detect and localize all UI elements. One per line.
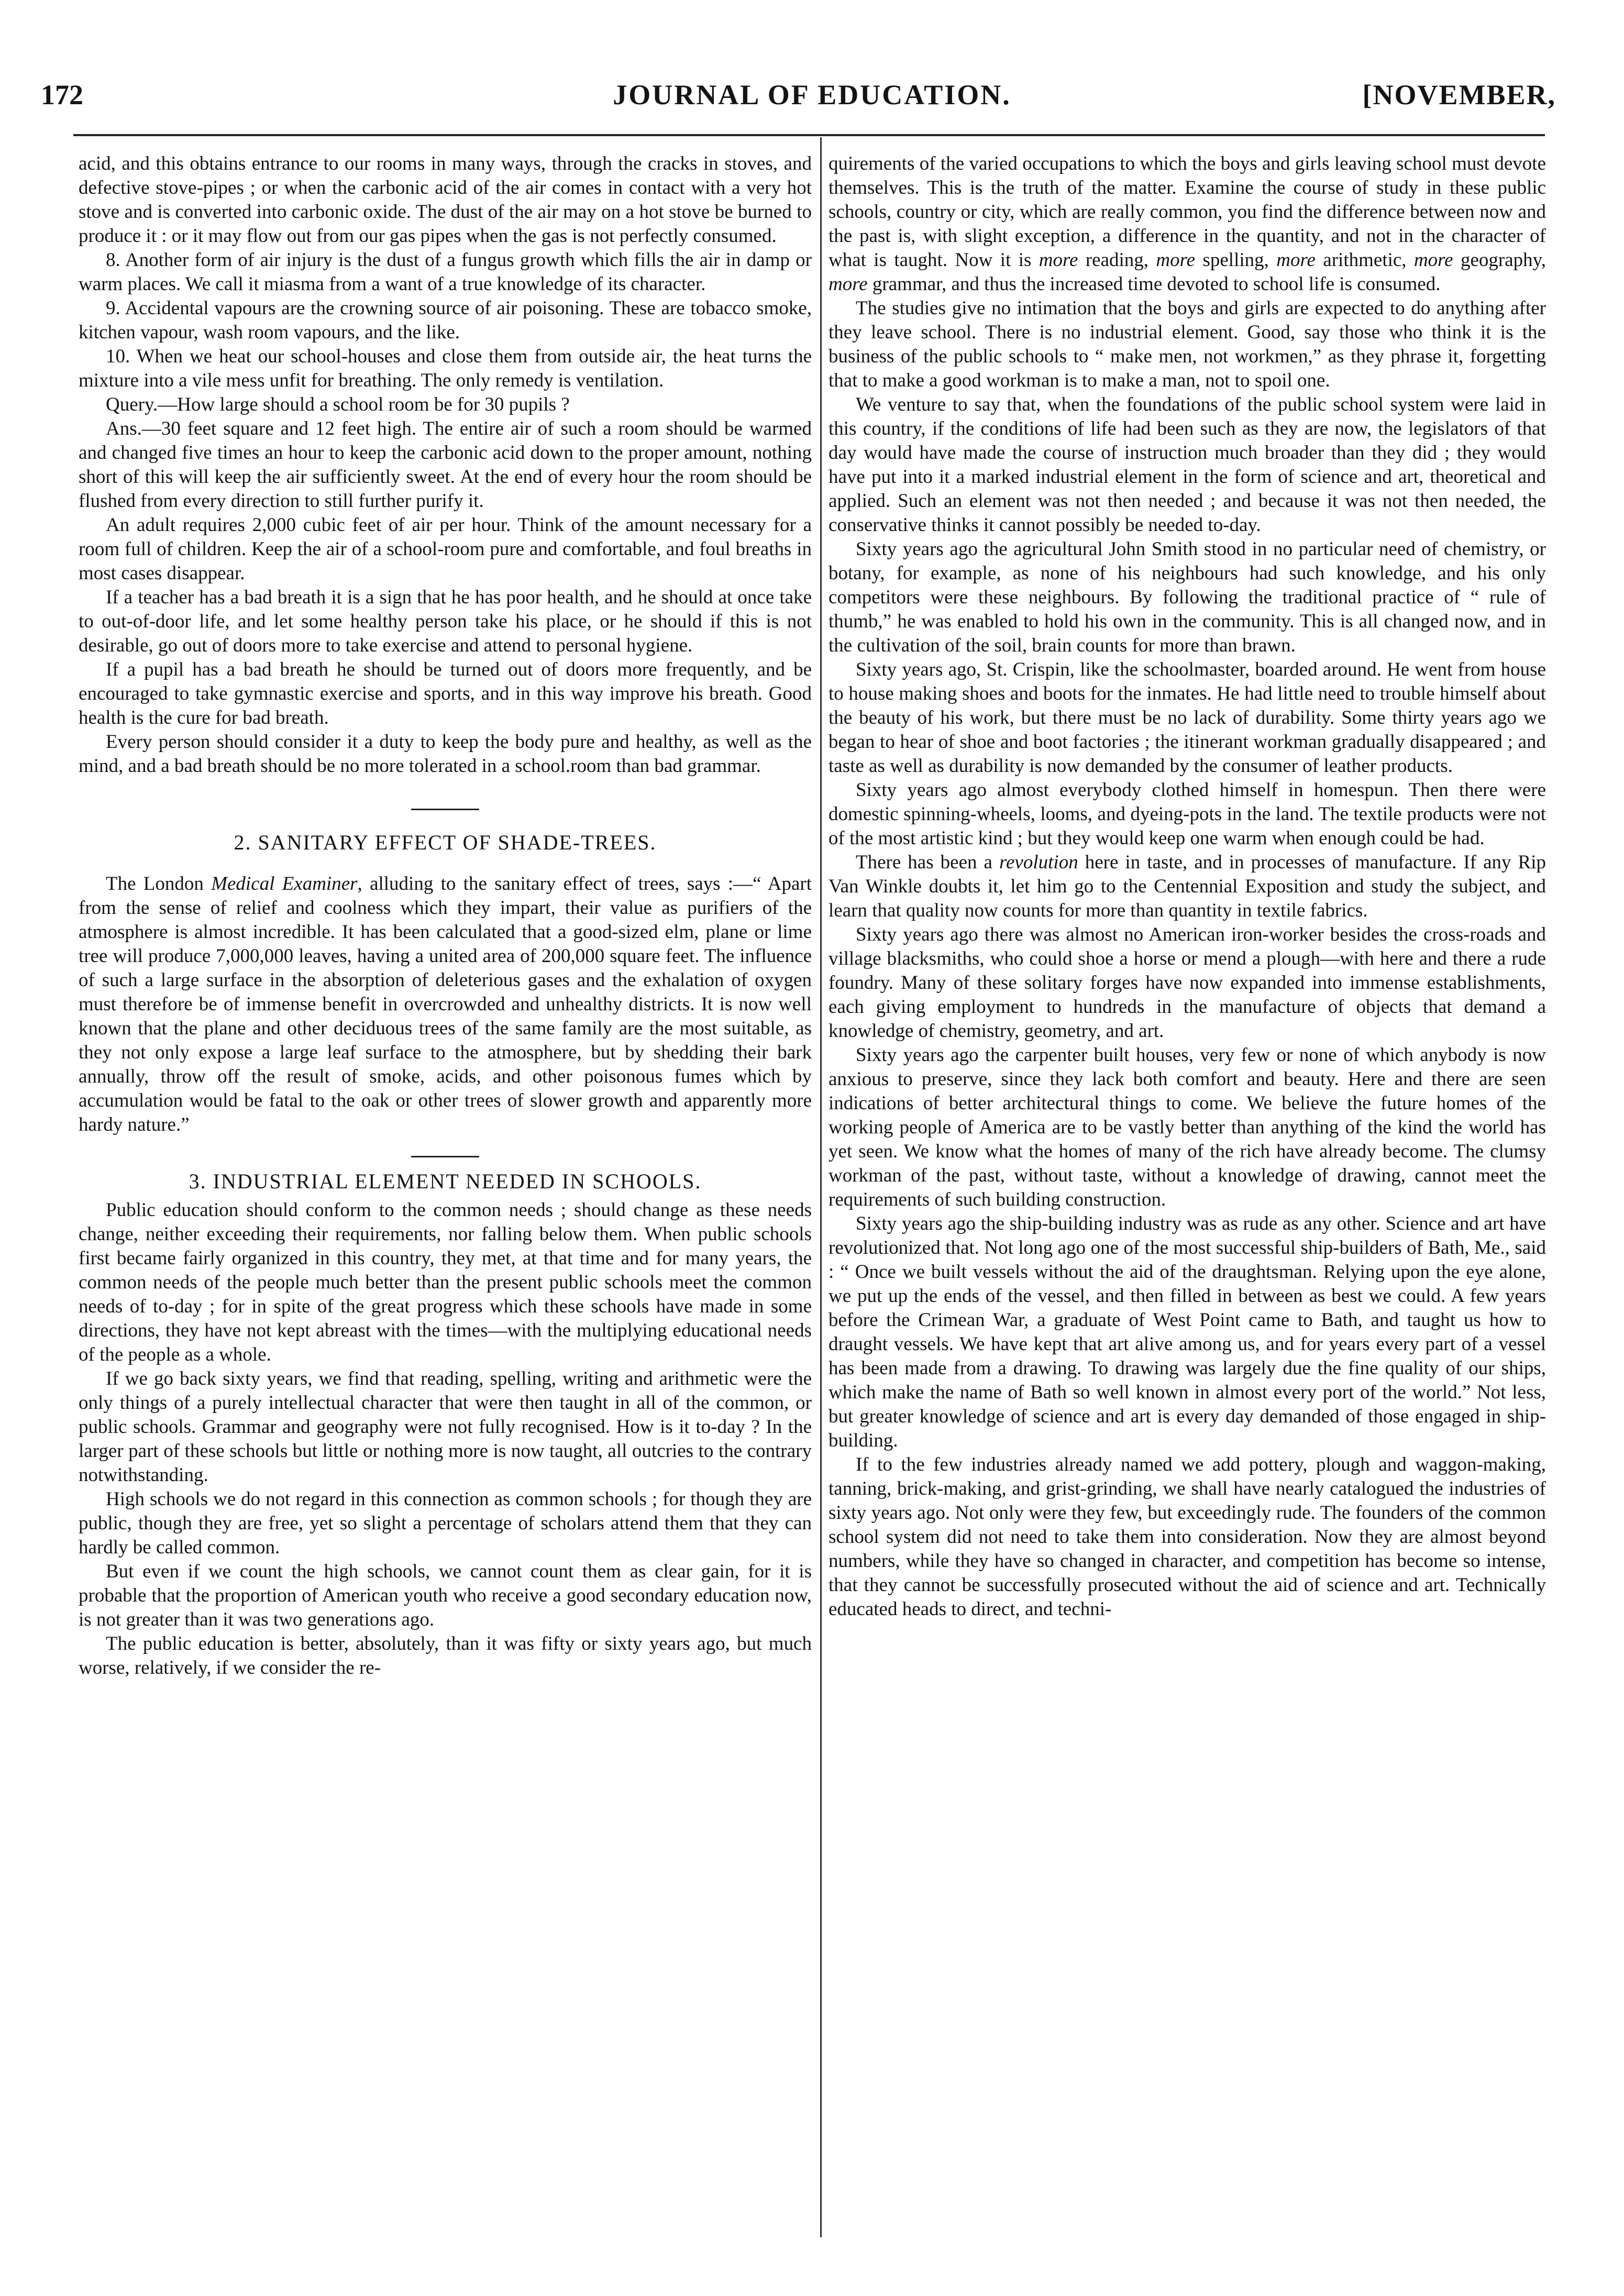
italic-word: revolution	[999, 852, 1078, 873]
italic-title: Medical Examiner	[211, 873, 358, 895]
text-run: quirements of the varied occupations to which the boys and girls leaving school must devote themselves. This is the truth of the matter. Examine the course of study in these public schools, country or city, which are really common, you find the difference between now and the past is, with slight exception, a difference in the quantity, and not in the character of what is taught. Now it is	[828, 153, 1546, 271]
paragraph: If a teacher has a bad breath it is a sign that he has poor health, and he should at once take to out-of-door life, and let some healthy person take his place, or he should if this is not desirable, go out of doors more to take exercise and attend to personal hygiene.	[79, 587, 812, 656]
paragraph: The public education is better, absolutely, than it was fifty or sixty years ago, but much worse, relatively, if we consider the re-	[79, 1633, 812, 1679]
paragraph: If we go back sixty years, we find that reading, spelling, writing and arithmetic were the only things of a purely intellectual character that were then taught in all of the common, or public schools. Grammar and geography were not fully recognised. How is it to-day ? In the larger part of these schools but little or nothing more is now taught, all outcries to the contrary notwithstanding.	[79, 1368, 812, 1486]
paragraph: Query.—How large should a school room be for 30 pupils ?	[106, 394, 570, 415]
issue-month: [NOVEMBER,	[1362, 79, 1556, 111]
page-number: 172	[41, 79, 83, 111]
running-header	[0, 79, 1624, 120]
paragraph	[828, 152, 1546, 296]
italic-word: more	[1413, 249, 1453, 271]
paragraph: We venture to say that, when the foundations of the public school system were laid in this country, if the conditions of life had been such as they are now, the legislators of that day would have made the course of instruction much broader than they did ; they would have put into it a marked industrial element in the form of science and art, theoretical and applied. Such an element was not then needed ; and because it was not then needed, the conservative thinks it cannot possibly be needed to-day.	[828, 394, 1546, 536]
text-run: spelling,	[1195, 249, 1277, 271]
paragraph: Sixty years ago the ship-building industry was as rude as any other. Science and art have revolutionized that. Not long ago one of the most successful ship-builders of Bath, Me., said : “ Once we built vessels without the aid of the draughtsman. Relying upon the eye alone, we put up the ends of the vessel, and then filled in between as best we could. A few years before the Crimean War, a graduate of West Point came to Bath, and taught us how to draught vessels. We have kept that art alive among us, and for years every part of a vessel has been made from a drawing. To drawing was largely due the fine quality of our ships, which make the name of Bath so well known in almost every port of the world.” Not less, but greater knowledge of science and art is every day demanded of those engaged in ship-building.	[828, 1213, 1546, 1451]
text-run: here in taste, and in processes of manufacture. If any Rip Van Winkle doubts it, let him go to the Centennial Exposition and study the subject, and learn that quality now counts for more than quantity in textile fabrics.	[828, 852, 1546, 921]
paragraph: Every person should consider it a duty to keep the body pure and healthy, as well as the mind, and a bad breath should be no more tolerated in a school.room than bad grammar.	[79, 731, 812, 777]
text-run: reading,	[1078, 249, 1156, 271]
paragraph: An adult requires 2,000 cubic feet of air per hour. Think of the amount necessary for a room full of children. Keep the air of a school-room pure and comfortable, and foul breaths in most cases disappear.	[79, 514, 812, 584]
left-column	[79, 152, 812, 1680]
journal-title: JOURNAL OF EDUCATION.	[613, 79, 1011, 111]
section-heading: 2. SANITARY EFFECT OF SHADE-TREES.	[234, 831, 657, 854]
paragraph: 8. Another form of air injury is the dust of a fungus growth which fills the air in damp or warm places. We call it miasma from a want of a true knowledge of its character.	[79, 249, 812, 295]
text-run: grammar, and thus the increased time devoted to school life is consumed.	[867, 273, 1441, 295]
paragraph: Sixty years ago almost everybody clothed himself in homespun. Then there were domestic spinning-wheels, looms, and dyeing-pots in the land. The textile products were not of the most artistic kind ; but they would keep one warm when enough could be had.	[828, 779, 1546, 849]
text-run: arithmetic,	[1315, 249, 1414, 271]
paragraph: 10. When we heat our school-houses and close them from outside air, the heat turns the mixture into a vile mess unfit for breathing. The only remedy is ventilation.	[79, 346, 812, 391]
text-run: , alluding to the sanitary effect of trees, says :—“ Apart from the sense of relief and coolness which they impart, their value as purifiers of the atmosphere is almost incredible. It has been calculated that a good-sized elm, plane or lime tree will produce 7,000,000 leaves, having a united area of 200,000 square feet. The influence of such a large surface in the absorption of deleterious gases and the exhalation of oxygen must therefore be of immense benefit in overcrowded and unhealthy districts. It is now well known that the plane and other deciduous trees of the same family are the most suitable, as they not only expose a large leaf surface to the atmosphere, but by shedding their bark annually, throw off the result of smoke, acids, and other poisonous fumes which by accumulation would be fatal to the oak or other trees of slower growth and apparently more hardy nature.”	[79, 873, 812, 1135]
paragraph	[828, 851, 1546, 923]
paragraph: acid, and this obtains entrance to our rooms in many ways, through the cracks in stoves, and defective stove-pipes ; or when the carbonic acid of the air comes in contact with a very hot stove and is converted into carbonic oxide. The dust of the air may on a hot stove be burned to produce it : or it may flow out from our gas pipes when the gas is not perfectly consumed.	[79, 153, 812, 247]
italic-word: more	[1276, 249, 1316, 271]
paragraph: The studies give no intimation that the boys and girls are expected to do anything after they leave school. There is no industrial element. Good, say those who think it is the business of the public schools to “ make men, not workmen,” as they phrase it, forgetting that to make a good workman is to make a man, not to spoil one.	[828, 297, 1546, 391]
paragraph: If to the few industries already named we add pottery, plough and waggon-making, tanning, brick-making, and grist-grinding, we shall have nearly catalogued the industries of sixty years ago. Not only were they few, but exceedingly rude. The founders of the common school system did not need to take them into consideration. Now they are almost beyond numbers, while they have so changed in character, and competition has become so intense, that they cannot be successfully prosecuted without the aid of science and art. Technically educated heads to direct, and techni-	[828, 1454, 1546, 1620]
right-column	[828, 152, 1546, 1621]
paragraph: But even if we count the high schools, we cannot count them as clear gain, for it is probable that the proportion of American youth who receive a good secondary education now, is not greater than it was two generations ago.	[79, 1561, 812, 1630]
paragraph: Public education should conform to the common needs ; should change as these needs change, neither exceeding their requirements, nor falling below them. When public schools first became fairly organized in this country, they met, at that time and for many years, the common needs of the people much better than the present public schools meet the common needs of to-day ; for in spite of the great progress which these schools have made in some directions, they have not kept abreast with the times—with the multiplying educational needs of the people as a whole.	[79, 1199, 812, 1365]
paragraph: Sixty years ago there was almost no American iron-worker besides the cross-roads and village blacksmiths, who could shoe a horse or mend a plough—with here and there a rude foundry. Many of these solitary forges have now expanded into immense establishments, each giving employment to hundreds in the manufacture of objects that demand a knowledge of chemistry, geometry, and art.	[828, 924, 1546, 1042]
column-divider	[820, 137, 822, 2237]
paragraph: Sixty years ago, St. Crispin, like the schoolmaster, boarded around. He went from house to house making shoes and boots for the inmates. He had little need to trouble himself about the beauty of his work, but there must be no lack of durability. Some thirty years ago we began to hear of shoe and boot factories ; the itinerant workman gradually disappeared ; and taste as well as durability is now demanded by the consumer of leather products.	[828, 659, 1546, 777]
text-run: There has been a	[856, 852, 992, 873]
paragraph: Ans.—30 feet square and 12 feet high. The entire air of such a room should be warmed and changed five times an hour to keep the carbonic acid down to the proper amount, nothing short of this will keep the air sufficiently sweet. At the end of every hour the room should be flushed from every direction to still further purify it.	[79, 418, 812, 512]
text-run: geography,	[1453, 249, 1546, 271]
italic-word: more	[828, 273, 868, 295]
section-heading: 3. INDUSTRIAL ELEMENT NEEDED IN SCHOOLS.	[189, 1169, 702, 1193]
header-rule	[73, 134, 1545, 136]
paragraph: Sixty years ago the agricultural John Smith stood in no particular need of chemistry, or botany, for example, as none of his neighbours had such knowledge, and his only competitors were these neighbours. By following the traditional practice of “ rule of thumb,” he was enabled to hold his own in the community. This is all changed now, and in the cultivation of the soil, brain counts for more than brawn.	[828, 538, 1546, 656]
paragraph: High schools we do not regard in this connection as common schools ; for though they are public, though they are free, yet so slight a percentage of scholars attend them that they can hardly be called common.	[79, 1488, 812, 1558]
paragraph: Sixty years ago the carpenter built houses, very few or none of which anybody is now anxious to preserve, since they lack both comfort and beauty. Here and there are seen indications of better architectural things to come. We believe the future homes of the working people of America are to be vastly better than anything of the kind the world has yet seen. We know what the homes of many of the rich have already become. The clumsy workman of the past, without taste, without a knowledge of drawing, cannot meet the requirements of such building construction.	[828, 1044, 1546, 1210]
paragraph: 9. Accidental vapours are the crowning source of air poisoning. These are tobacco smoke, kitchen vapour, wash room vapours, and the like.	[79, 297, 812, 343]
paragraph	[79, 872, 812, 1137]
italic-word: more	[1156, 249, 1196, 271]
text-run: The London	[106, 873, 204, 895]
italic-word: more	[1039, 249, 1078, 271]
paragraph: If a pupil has a bad breath he should be turned out of doors more frequently, and be encouraged to take gymnastic exercise and sports, and in this way improve his breath. Good health is the cure for bad breath.	[79, 659, 812, 728]
